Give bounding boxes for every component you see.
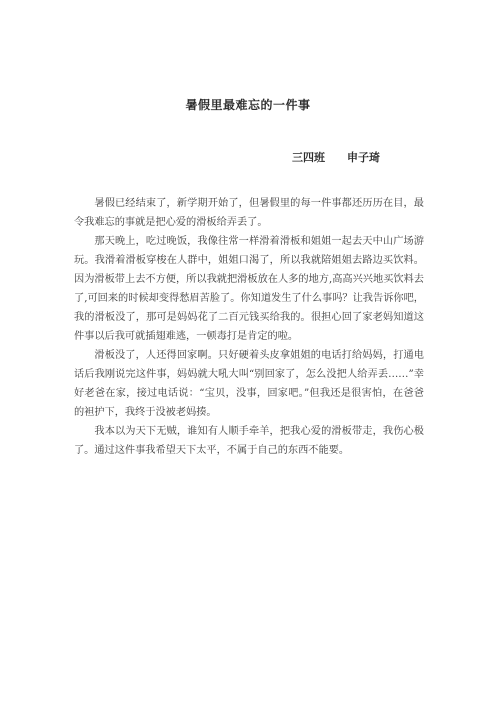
paragraph-2: 那天晚上，吃过晚饭，我像往常一样滑着滑板和姐姐一起去天中山广场游玩。我滑着滑板穿梭在人群中，姐姐口渴了，所以我就陪姐姐去路边买饮料。因为滑板带上去不方便，所以我就把滑板放在人多的地方,高高兴兴地买饮料去了,可回来的时候却变得愁眉苦脸了。你知道发生了什么事吗？让我告诉你吧，我的滑板没了，那可是妈妈花了二百元钱买给我的。很担心回了家老妈知道这件事以后我可就插翅难逃，一顿毒打是肯定的啦。 — [74, 236, 424, 342]
essay-body — [74, 194, 424, 460]
paragraph-4: 我本以为天下无贼，谁知有人顺手牵羊，把我心爱的滑板带走，我伤心极了。通过这件事我希望天下太平，不属于自己的东西不能要。 — [74, 426, 424, 456]
essay-title: 暑假里最难忘的一件事 — [185, 98, 311, 112]
paragraph-1: 暑假已经结束了，新学期开始了，但暑假里的每一件事都还历历在目，最令我难忘的事就是把心爱的滑板给弄丢了。 — [74, 198, 424, 228]
author-name: 申子琦 — [347, 151, 380, 164]
byline — [292, 149, 380, 165]
class-name: 三四班 — [292, 151, 325, 164]
paragraph-3: 滑板没了，人还得回家啊。只好硬着头皮拿姐姐的电话打给妈妈，打通电话后我刚说完这件事，妈妈就大吼大叫“别回家了，怎么没把人给弄丢……”幸好老爸在家，接过电话说：“宝贝，没事，回家吧。”但我还是很害怕，在爸爸的袒护下，我终于没被老妈揍。 — [74, 350, 424, 418]
